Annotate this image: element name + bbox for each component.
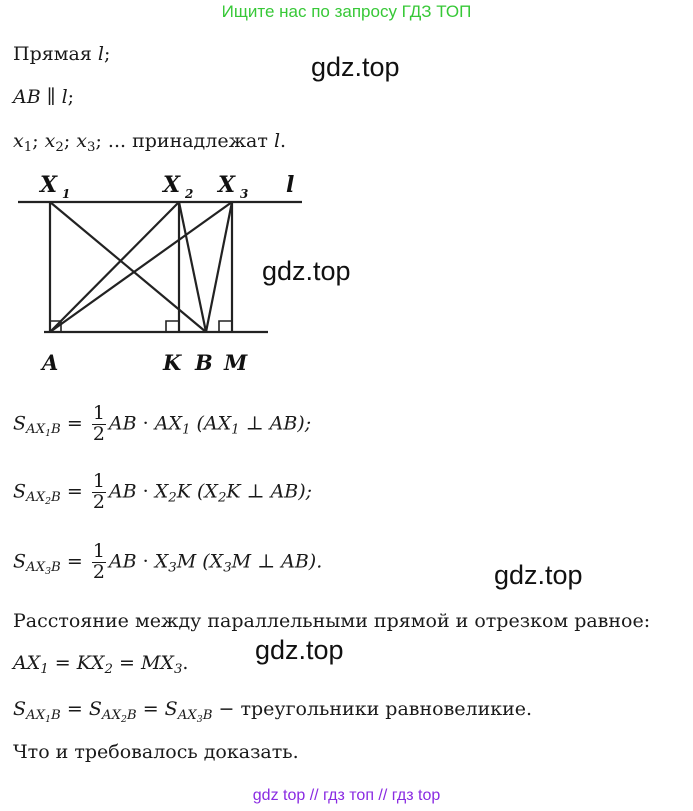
sub-b: B	[51, 490, 61, 506]
conclusion-line	[13, 698, 533, 725]
sub-index: 2	[104, 661, 113, 677]
label-a: A	[42, 350, 59, 375]
area-symbol: S	[88, 698, 102, 720]
equals: =	[66, 550, 83, 573]
watermark: gdz.top	[255, 635, 344, 665]
parallel-symbol: ∥	[46, 86, 56, 108]
ab: AB	[108, 550, 137, 573]
m: M	[231, 550, 252, 573]
perp: ⊥	[246, 480, 265, 503]
sub-index: 3	[168, 560, 177, 576]
ab: AB	[270, 480, 299, 503]
label-x1: X	[40, 172, 58, 198]
watermark: gdz.top	[262, 256, 351, 286]
denominator: 2	[92, 422, 105, 445]
sub-index: 1	[231, 422, 240, 438]
segment-ax2	[50, 202, 179, 332]
area-symbol: S	[13, 550, 27, 573]
belong-text: ... принадлежат	[107, 130, 268, 152]
dot: ·	[142, 550, 149, 573]
dot: ·	[142, 480, 149, 503]
given-parallel	[13, 86, 74, 108]
distance-equality: $AX_1 = KX_2 = MX_3$.	[13, 652, 189, 677]
x: X	[154, 480, 169, 503]
semicolon: ;	[67, 86, 75, 108]
sub-index: 2	[45, 496, 52, 508]
line-var: l	[61, 86, 68, 108]
final-text: Что и требовалось доказать.	[13, 741, 299, 763]
ax: AX	[13, 652, 41, 674]
k: K	[176, 480, 191, 503]
area-formula-2: $S_{AX_2B}$ = $\frac{1}{2}$ AB · $X_2K$ ($X_2K$ ⊥ AB);	[13, 470, 313, 513]
denominator: 2	[92, 490, 105, 513]
top-banner[interactable]: Ищите нас по запросу ГДЗ ТОП	[221, 2, 472, 21]
sub: 1	[23, 139, 33, 155]
sub-b: B	[51, 707, 61, 723]
label-x2: X	[163, 172, 181, 198]
equals: =	[66, 698, 83, 720]
semicolon: ;	[95, 130, 102, 152]
sub-index: 1	[45, 713, 52, 725]
kx: KX	[76, 652, 105, 674]
label-m: M	[224, 350, 248, 375]
watermark: gdz.top	[311, 52, 400, 82]
denominator: 2	[92, 560, 105, 583]
label-x1-sub: 1	[62, 187, 71, 201]
x: X	[154, 550, 169, 573]
sub: 2	[55, 139, 64, 155]
bottom-banner[interactable]: gdz top // гдз топ // гдз top	[252, 787, 441, 804]
area-symbol: S	[164, 698, 178, 720]
line-var: l	[97, 43, 104, 65]
ab: AB	[108, 412, 137, 435]
sub-ax: AX	[26, 707, 46, 723]
label-x3: X	[218, 172, 236, 198]
ax: AX	[154, 412, 182, 435]
equals: =	[54, 652, 71, 674]
label-x3-sub: 3	[240, 187, 249, 201]
area-symbol: S	[13, 412, 27, 435]
x: X	[204, 480, 218, 503]
distance-text: Расстояние между параллельными прямой и отрезком равное:	[13, 610, 651, 632]
m: M	[176, 550, 197, 573]
label-x2-sub: 2	[185, 187, 194, 201]
numerator: 1	[92, 470, 105, 492]
sub-ax: AX	[26, 422, 46, 438]
watermark: gdz.top	[494, 560, 583, 590]
area-symbol: S	[13, 480, 27, 503]
x: X	[209, 550, 224, 573]
sub-index: 3	[173, 661, 183, 677]
perp: ⊥	[257, 550, 276, 573]
perp: ⊥	[245, 412, 264, 435]
given-line	[13, 43, 110, 65]
sub-index: 1	[40, 661, 49, 677]
area-formula-1: $S_{AX_1B}$ = $\frac{1}{2}$ AB · $AX_1$ ($AX_1$ ⊥ AB);	[13, 402, 312, 445]
ab: AB	[269, 412, 298, 435]
ab: AB	[108, 480, 137, 503]
dot: ·	[142, 412, 149, 435]
numerator: 1	[92, 540, 105, 562]
k: K	[226, 480, 241, 503]
sub-index: 3	[45, 566, 52, 578]
sub-b: B	[126, 707, 137, 723]
segment-ax3	[50, 202, 232, 332]
label-l: l	[286, 172, 295, 198]
sub-b: B	[202, 707, 213, 723]
line-var: l	[273, 130, 281, 152]
equals: =	[142, 698, 159, 720]
semicolon: ;	[63, 130, 71, 152]
fraction-half	[92, 542, 106, 583]
sub-ax: AX	[26, 490, 46, 506]
sub-index: 2	[120, 713, 127, 725]
area-formula-3: $S_{AX_3B}$ = $\frac{1}{2}$ AB · $X_3M$ ($X_3M$ ⊥ AB).	[13, 540, 323, 583]
semicolon: ;	[103, 43, 111, 65]
fraction-half	[92, 404, 106, 445]
right-angle-m	[219, 321, 232, 332]
ab: AB	[281, 550, 309, 573]
sub-ax: AX	[177, 707, 197, 723]
area-symbol: S	[13, 698, 27, 720]
geometry-figure	[0, 168, 320, 378]
given-points: $x_1$; $x_2$; $x_3$; ... принадлежат l.	[13, 130, 287, 155]
sub-b: B	[51, 560, 61, 576]
point-x: x	[76, 130, 87, 152]
conclusion-text: − треугольники равновеликие.	[218, 698, 533, 720]
sub-index: 2	[168, 490, 177, 506]
label-k: K	[163, 350, 182, 375]
ax: AX	[203, 412, 232, 435]
sub-index: 3	[223, 560, 232, 576]
segment-ab: AB	[13, 86, 41, 108]
label-b: B	[195, 350, 213, 375]
sub-ax: AX	[26, 560, 46, 576]
sub-index: 1	[45, 428, 52, 440]
semicolon: ;	[32, 130, 39, 152]
point-x: x	[13, 130, 24, 152]
right-angle-k	[166, 321, 179, 332]
mx: MX	[140, 652, 174, 674]
sub-index: 1	[182, 422, 191, 438]
sub-ax: AX	[101, 707, 121, 723]
equals: =	[66, 480, 83, 503]
sub-index: 2	[217, 490, 227, 506]
equals: =	[118, 652, 135, 674]
sub-index: 3	[196, 713, 203, 725]
figure-lines	[18, 202, 302, 332]
sub-b: B	[51, 422, 61, 438]
numerator: 1	[92, 402, 105, 424]
point-x: x	[44, 130, 56, 152]
equals: =	[66, 412, 83, 435]
fraction-half	[92, 472, 106, 513]
line-word: Прямая	[13, 43, 92, 65]
segment-x3b	[206, 202, 232, 332]
sub: 3	[87, 139, 96, 155]
